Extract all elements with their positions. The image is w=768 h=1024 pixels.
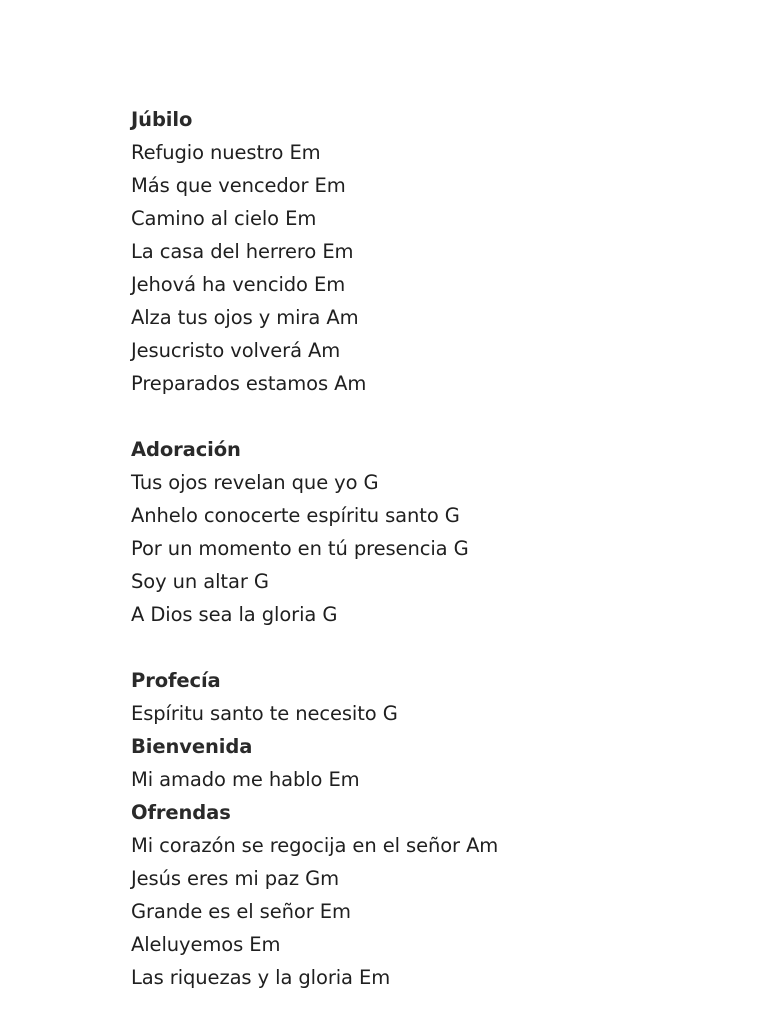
- song-item: Tus ojos revelan que yo G: [131, 471, 379, 494]
- song-item: Refugio nuestro Em: [131, 141, 321, 164]
- song-item: Preparados estamos Am: [131, 372, 367, 395]
- song-item: Las riquezas y la gloria Em: [131, 966, 391, 989]
- section-title-bienvenida: Bienvenida: [131, 735, 253, 758]
- song-item: Por un momento en tú presencia G: [131, 537, 469, 560]
- section-title-profecia: Profecía: [131, 669, 221, 692]
- song-item: Espíritu santo te necesito G: [131, 702, 398, 725]
- section-title-ofrendas: Ofrendas: [131, 801, 231, 824]
- song-item: Soy un altar G: [131, 570, 269, 593]
- section-title-adoracion: Adoración: [131, 438, 241, 461]
- song-item: Jehová ha vencido Em: [131, 273, 346, 296]
- song-item: La casa del herrero Em: [131, 240, 354, 263]
- song-item: Jesús eres mi paz Gm: [131, 867, 340, 890]
- song-item: Mi amado me hablo Em: [131, 768, 360, 791]
- song-item: Grande es el señor Em: [131, 900, 351, 923]
- song-item: Aleluyemos Em: [131, 933, 281, 956]
- song-item: Anhelo conocerte espíritu santo G: [131, 504, 460, 527]
- song-item: Mi corazón se regocija en el señor Am: [131, 834, 499, 857]
- song-item: Jesucristo volverá Am: [131, 339, 341, 362]
- song-item: A Dios sea la gloria G: [131, 603, 338, 626]
- song-item: Alza tus ojos y mira Am: [131, 306, 359, 329]
- section-spacer: [131, 400, 768, 433]
- section-title-jubilo: Júbilo: [131, 108, 193, 131]
- section-spacer: [131, 631, 768, 664]
- song-item: Más que vencedor Em: [131, 174, 346, 197]
- song-item: Camino al cielo Em: [131, 207, 317, 230]
